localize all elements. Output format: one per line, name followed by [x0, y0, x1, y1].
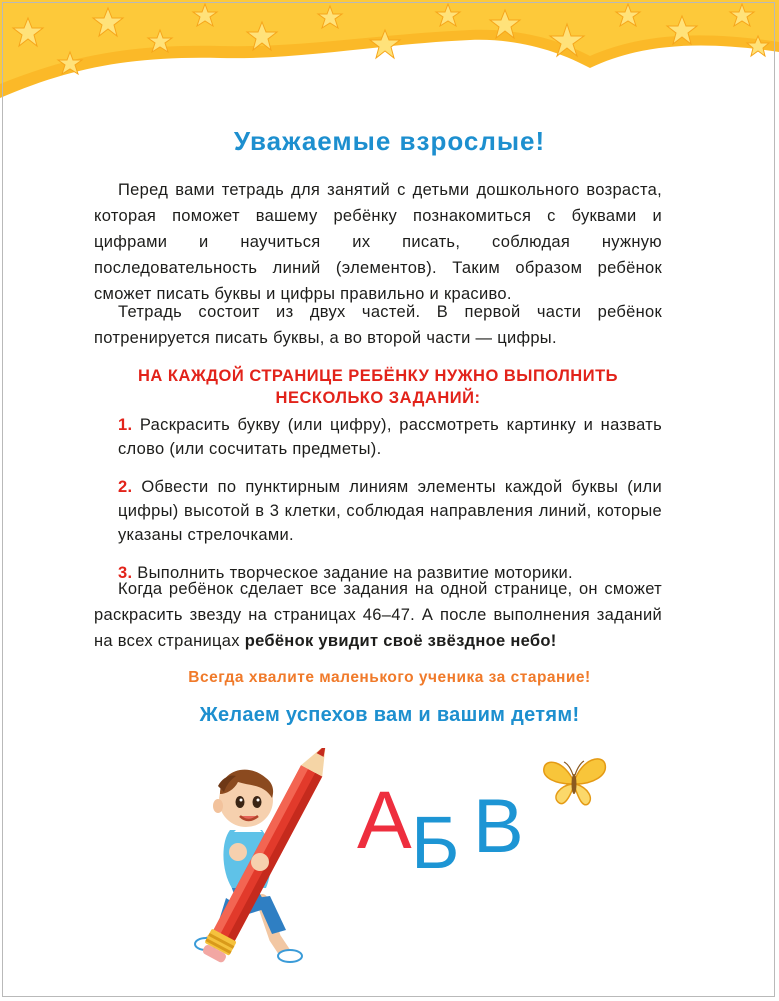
task-number: 3. [118, 564, 133, 582]
boy-with-pencil-icon [190, 748, 340, 983]
task-number: 1. [118, 416, 133, 434]
structure-paragraph: Тетрадь состоит из двух частей. В первой части ребёнок потренируется писать буквы, а во второй части — цифры. [94, 303, 662, 347]
wish-line: Желаем успехов вам и вашим детям! [199, 704, 580, 726]
letter-v: В [473, 784, 524, 869]
butterfly-icon [542, 754, 608, 810]
task-text: Обвести по пунктирным линиям элементы каждой буквы (или цифры) высотой в 3 клетки, соблюдая направления линий, которые указаны стрелочками. [118, 478, 662, 544]
task-item [94, 475, 662, 547]
letters-abv [355, 770, 535, 880]
task-number: 2. [118, 478, 133, 496]
final-text: Когда ребёнок сделает все задания на одной странице, он сможет раскрасить звезду на страницах 46–47. А после выполнения заданий на всех страницах [94, 580, 662, 650]
letter-b: Б [411, 801, 460, 880]
task-text: Раскрасить букву (или цифру), рассмотреть картинку и назвать слово (или сосчитать предметы). [118, 416, 662, 458]
final-bold-text: ребёнок увидит своё звёздное небо! [244, 632, 557, 650]
tasks-heading-line: НА КАЖДОЙ СТРАНИЦЕ РЕБЁНКУ НУЖНО ВЫПОЛНИТЬ [137, 367, 619, 385]
praise-line: Всегда хвалите маленького ученика за старание! [188, 669, 591, 686]
final-paragraph [94, 576, 662, 654]
task-text: Выполнить творческое задание на развитие моторики. [137, 564, 573, 582]
intro-paragraph: Перед вами тетрадь для занятий с детьми дошкольного возраста, которая поможет вашему ребёнку познакомиться с буквами и цифрами и научиться их писать, соблюдая нужную последовательность линий (элементов). Таким образом ребёнок сможет писать буквы и цифры правильно и красиво. [94, 181, 662, 303]
tasks-heading [94, 365, 662, 409]
tasks-heading-line: НЕСКОЛЬКО ЗАДАНИЙ: [275, 389, 481, 407]
star-banner [0, 0, 779, 110]
task-item [94, 413, 662, 461]
page-title: Уважаемые взрослые! [233, 126, 546, 156]
task-list [94, 413, 662, 585]
letter-a: А [357, 775, 412, 866]
